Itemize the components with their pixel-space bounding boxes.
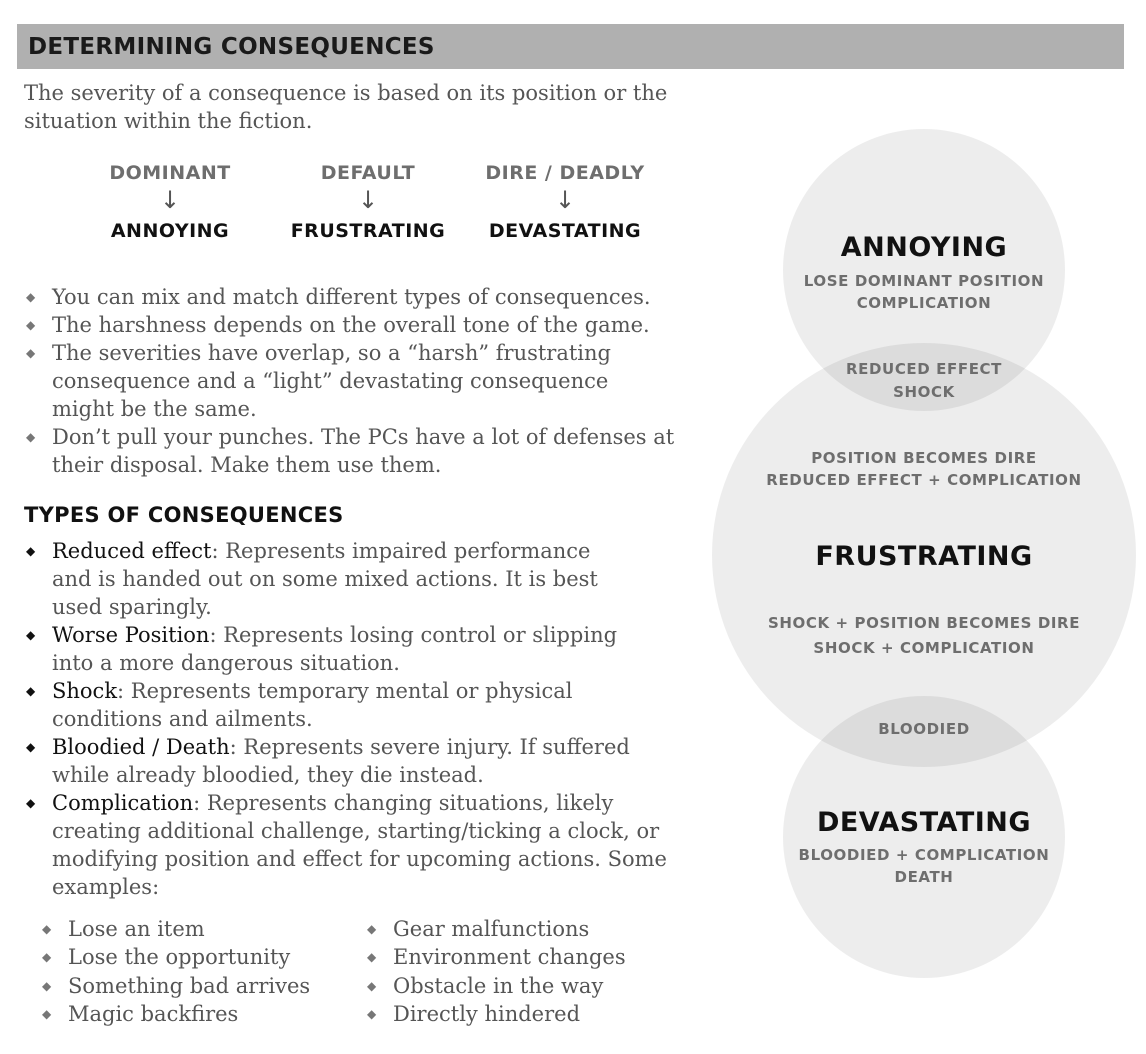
frustrating-lower-line-2: SHOCK + COMPLICATION [813,639,1035,657]
frustrating-title: FRUSTRATING [815,541,1033,572]
list-item [365,1000,695,1028]
diamond-bullet-icon: ◆ [26,740,36,754]
note-text: The severities have overlap, so a “harsh” frustrating consequence and a “light” devastating consequence might be the same. [52,341,611,421]
example-text: Directly hindered [393,1001,581,1026]
position-label: DIRE / DEADLY [485,162,645,184]
diamond-bullet-icon: ◆ [26,290,36,304]
list-item [24,789,704,901]
devastating-title: DEVASTATING [816,807,1032,838]
list-item [40,943,340,971]
diamond-bullet-icon: ◆ [367,922,377,936]
overlap-top-line-1: REDUCED EFFECT [846,360,1002,378]
example-text: Environment changes [393,945,626,970]
list-item [40,1000,340,1028]
example-text: Gear malfunctions [393,917,590,941]
list-item [24,621,704,677]
severity-label: ANNOYING [110,220,230,242]
diamond-bullet-icon: ◆ [367,950,377,965]
list-item [365,943,695,971]
type-term: Bloodied / Death [52,735,230,759]
list-item [24,423,684,479]
devastating-line-2: DEATH [894,868,954,886]
list-item [24,537,704,621]
note-text: The harshness depends on the overall tone of the game. [52,313,650,337]
list-item [40,915,340,943]
diamond-bullet-icon: ◆ [42,922,52,936]
list-item [365,915,695,943]
diamond-bullet-icon: ◆ [42,978,52,993]
diamond-bullet-icon: ◆ [26,346,36,360]
section-header [17,24,1124,69]
down-arrow-icon: ↓ [159,186,181,214]
type-desc: : Represents losing control or slipping into a more dangerous situation. [52,623,618,675]
annoying-title: ANNOYING [840,232,1008,263]
type-term: Worse Position [52,623,210,647]
overlap-bottom-line-1: BLOODIED [878,720,970,738]
type-desc: : Represents changing situations, likely creating additional challenge, starting/ticking a clock, or modifying position and effect for upcoming actions. Some examples: [52,791,667,899]
diamond-bullet-icon: ◆ [42,950,52,965]
severity-column-dominant [70,160,270,244]
frustrating-upper-line-1: POSITION BECOMES DIRE [811,449,1037,467]
diamond-bullet-icon: ◆ [42,1006,52,1021]
type-term: Shock [52,679,118,703]
section-title: DETERMINING CONSEQUENCES [28,34,435,60]
diamond-bullet-icon: ◆ [367,978,377,993]
annoying-line-1: LOSE DOMINANT POSITION [803,272,1045,290]
example-text: Magic backfires [68,1001,239,1026]
severity-label: DEVASTATING [488,220,642,242]
list-item [365,972,695,1000]
frustrating-lower-line-1: SHOCK + POSITION BECOMES DIRE [767,614,1081,632]
notes-list [24,283,684,479]
list-item [24,339,684,423]
list-item [24,677,704,733]
frustrating-upper-line-2: REDUCED EFFECT + COMPLICATION [766,471,1082,489]
severity-label: FRUSTRATING [290,220,446,242]
example-text: Obstacle in the way [393,973,604,998]
type-term: Complication [52,791,194,815]
down-arrow-icon: ↓ [554,186,576,214]
example-text: Lose the opportunity [68,945,291,970]
list-item [24,311,684,339]
examples-left-list [40,915,340,1028]
diamond-bullet-icon: ◆ [26,628,36,642]
diamond-bullet-icon: ◆ [26,318,36,332]
overlap-top-line-2: SHOCK [893,383,955,401]
diamond-bullet-icon: ◆ [26,430,36,444]
example-text: Lose an item [68,917,205,941]
example-text: Something bad arrives [68,973,311,998]
annoying-line-2: COMPLICATION [856,294,992,312]
type-desc: : Represents severe injury. If suffered while already bloodied, they die instead. [52,735,630,787]
severity-column-dire [465,160,665,244]
diamond-bullet-icon: ◆ [26,544,36,558]
list-item [24,283,684,311]
type-desc: : Represents temporary mental or physical conditions and ailments. [52,679,573,731]
down-arrow-icon: ↓ [357,186,379,214]
list-item [24,733,704,789]
position-label: DOMINANT [109,162,231,184]
intro-paragraph: The severity of a consequence is based on its position or the situation within the fiction. [24,81,668,133]
devastating-line-1: BLOODIED + COMPLICATION [798,846,1050,864]
type-term: Reduced effect [52,539,212,563]
examples-right-list [365,915,695,1028]
types-list [24,537,704,901]
note-text: Don’t pull your punches. The PCs have a lot of defenses at their disposal. Make them use them. [52,425,675,477]
position-label: DEFAULT [320,162,416,184]
diamond-bullet-icon: ◆ [367,1006,377,1021]
note-text: You can mix and match different types of consequences. [52,285,651,309]
type-desc: : Represents impaired performance and is handed out on some mixed actions. It is best used sparingly. [52,539,598,619]
severity-column-default [268,160,468,244]
diamond-bullet-icon: ◆ [26,796,36,810]
diamond-bullet-icon: ◆ [26,684,36,698]
types-heading: TYPES OF CONSEQUENCES [24,503,344,527]
list-item [40,972,340,1000]
